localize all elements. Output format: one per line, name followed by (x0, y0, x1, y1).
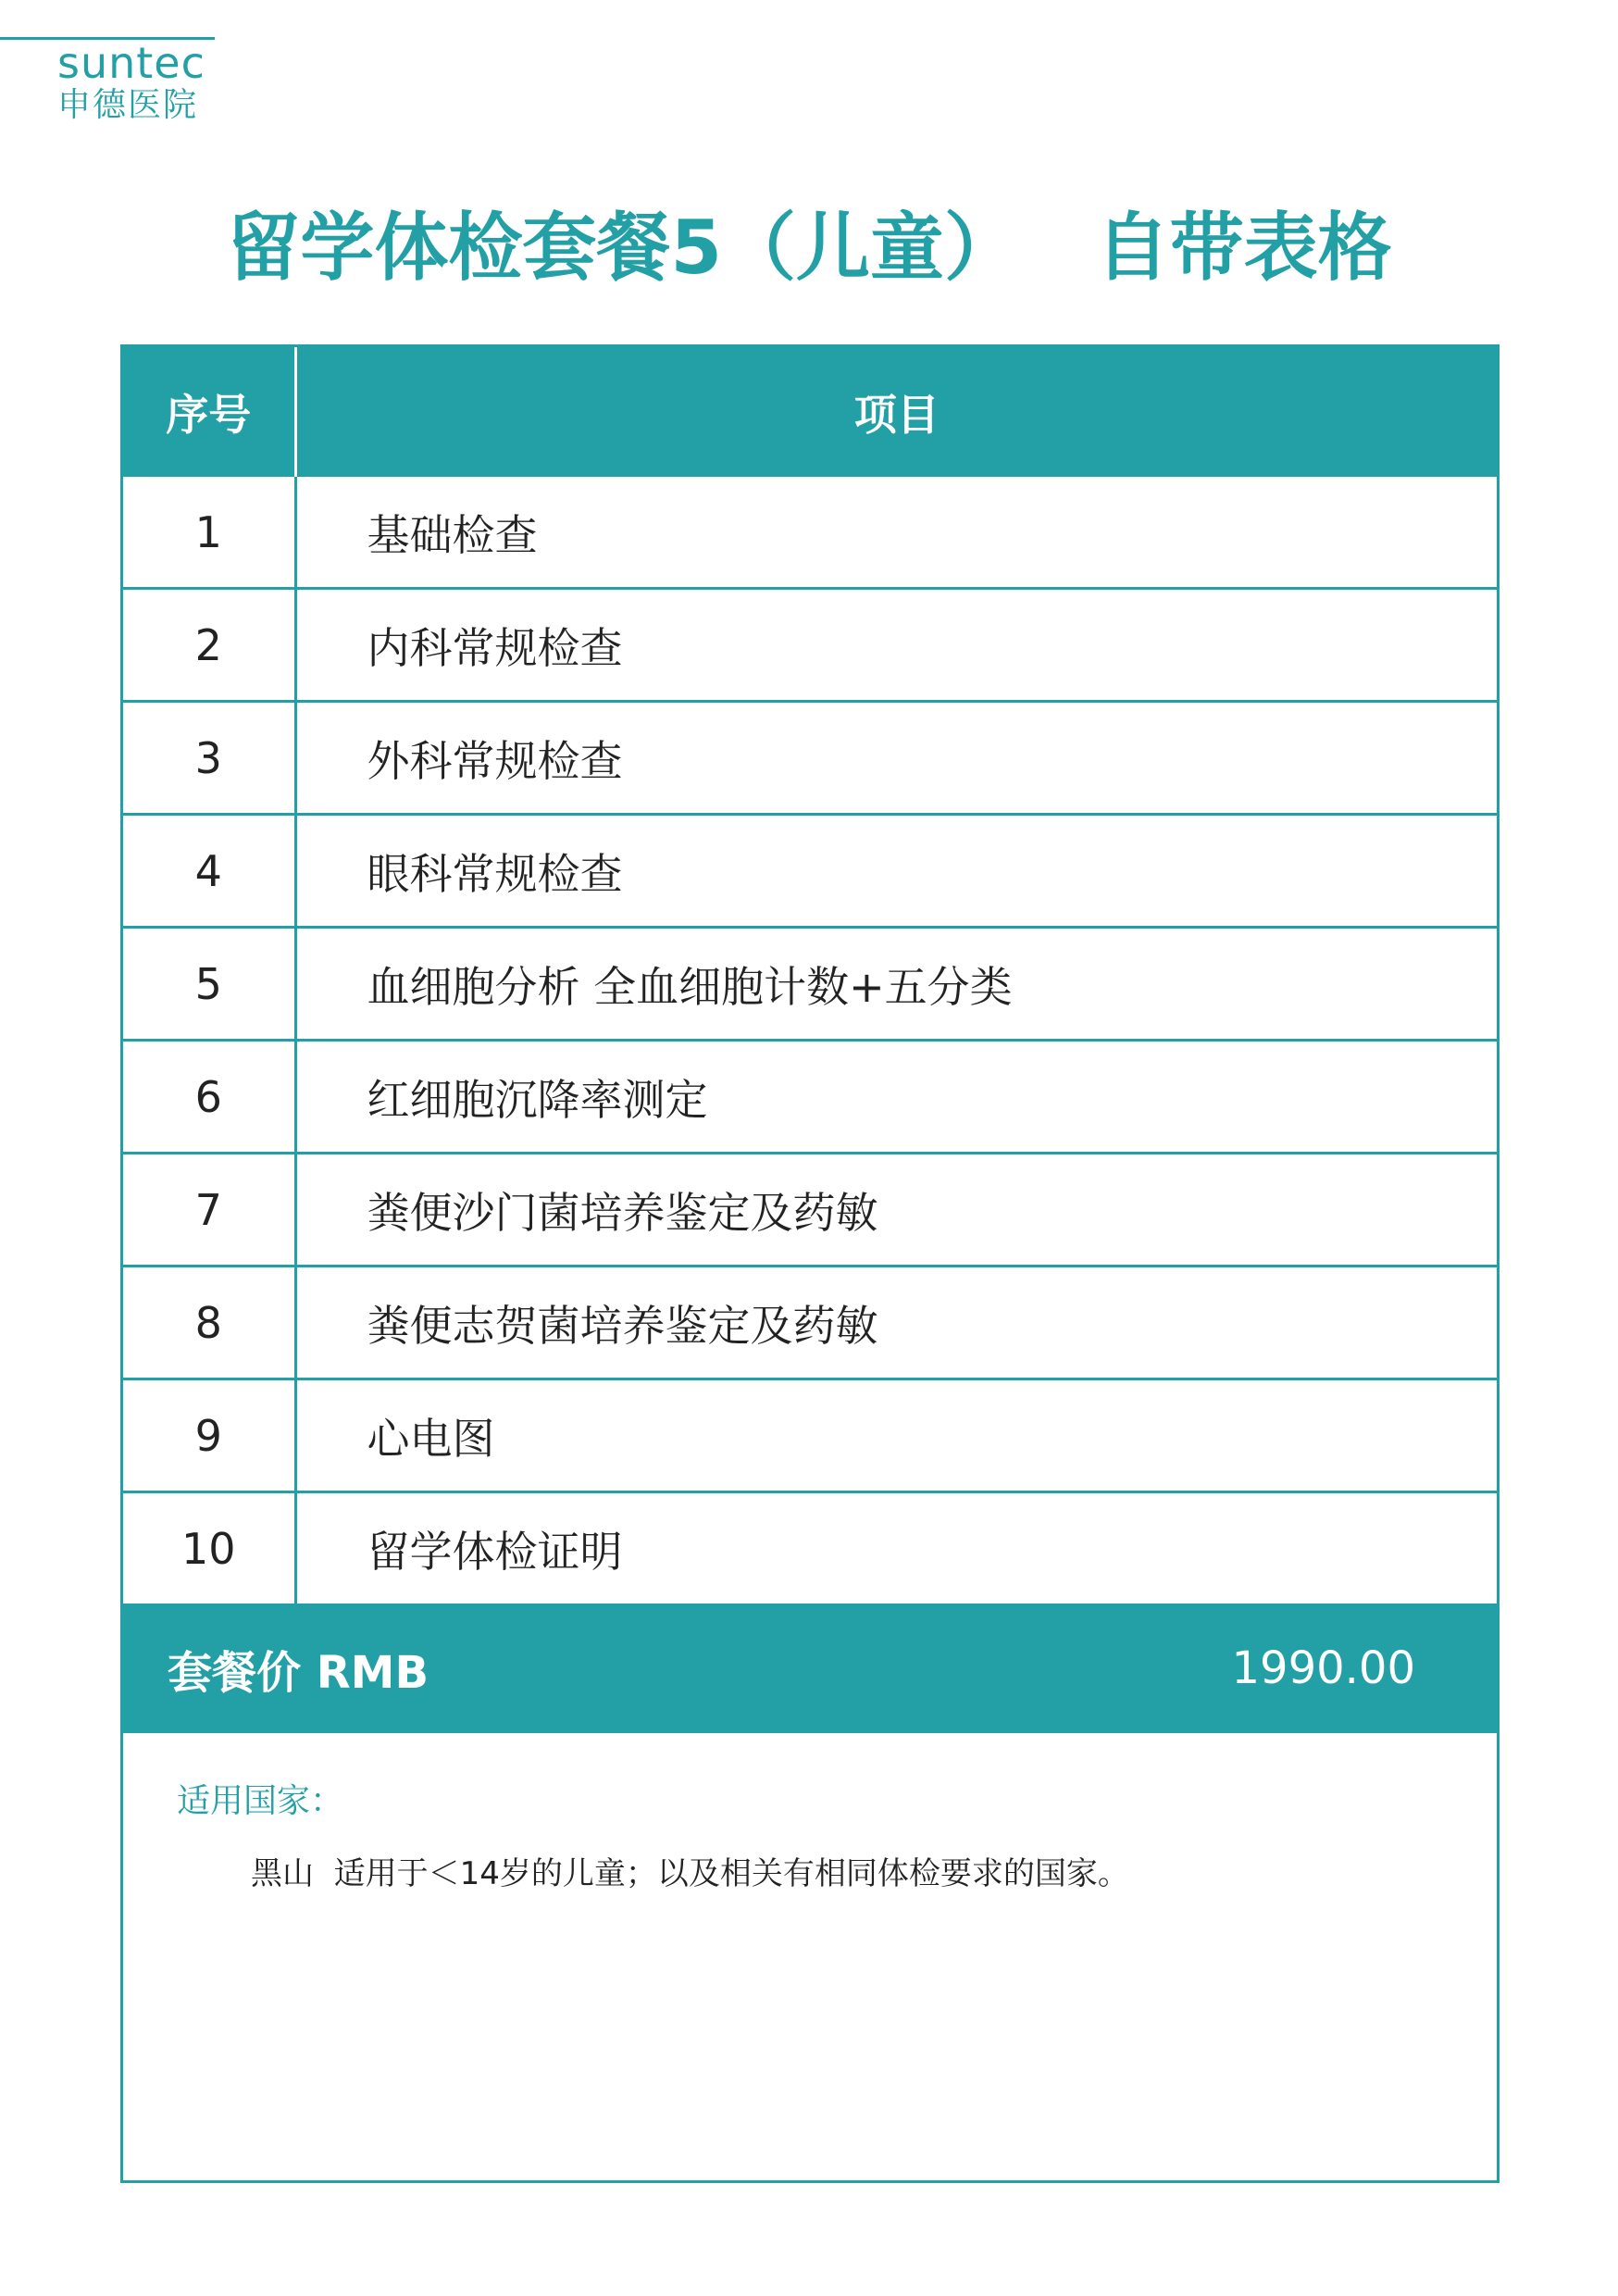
package-card (120, 344, 1500, 2183)
row-number: 10 (123, 1492, 295, 1604)
items-table (123, 347, 1497, 1603)
row-number: 8 (123, 1267, 295, 1379)
row-item: 内科常规检查 (295, 589, 1497, 702)
table-row (123, 477, 1497, 589)
applicable-countries-section (123, 1733, 1497, 1896)
logo-wordmark: suntec (57, 38, 205, 88)
row-item: 粪便志贺菌培养鉴定及药敏 (295, 1267, 1497, 1379)
row-number: 3 (123, 702, 295, 815)
row-item: 红细胞沉降率测定 (295, 1041, 1497, 1154)
row-item: 心电图 (295, 1379, 1497, 1492)
table-row (123, 1041, 1497, 1154)
row-item: 留学体检证明 (367, 1526, 623, 1577)
row-item: 血细胞分析 全血细胞计数+五分类 (295, 928, 1497, 1041)
header-number: 序号 (123, 347, 295, 477)
price-label: 套餐价 RMB (168, 1646, 429, 1699)
table-row (123, 815, 1497, 928)
row-number: 5 (123, 928, 295, 1041)
table-row (123, 1379, 1497, 1492)
row-item: 基础检查 (295, 477, 1497, 589)
table-row (123, 702, 1497, 815)
row-item: 粪便沙门菌培养鉴定及药敏 (295, 1154, 1497, 1267)
price-value: 1990.00 (1231, 1642, 1415, 1694)
table-row (123, 1267, 1497, 1379)
logo-chinese-name: 申德医院 (57, 86, 199, 124)
applicable-countries-heading: 适用国家： (177, 1782, 344, 1820)
row-item: 眼科常规检查 (295, 815, 1497, 928)
row-number: 9 (123, 1379, 295, 1492)
row-number: 7 (123, 1154, 295, 1267)
table-row (123, 589, 1497, 702)
row-number: 6 (123, 1041, 295, 1154)
row-item: 外科常规检查 (295, 702, 1497, 815)
page-title: 留学体检套餐5（儿童） 自带表格 (226, 205, 1392, 291)
row-number: 4 (123, 815, 295, 928)
row-number: 1 (123, 477, 295, 589)
price-bar (123, 1603, 1497, 1733)
table-row (123, 928, 1497, 1041)
row-number: 2 (123, 589, 295, 702)
table-row (123, 1492, 1497, 1604)
applicable-countries-text: 黑山 适用于＜14岁的儿童；以及相关有相同体检要求的国家。 (251, 1855, 1129, 1892)
header-item: 项目 (295, 347, 1497, 477)
table-row (123, 1154, 1497, 1267)
table-header-row (123, 347, 1497, 477)
